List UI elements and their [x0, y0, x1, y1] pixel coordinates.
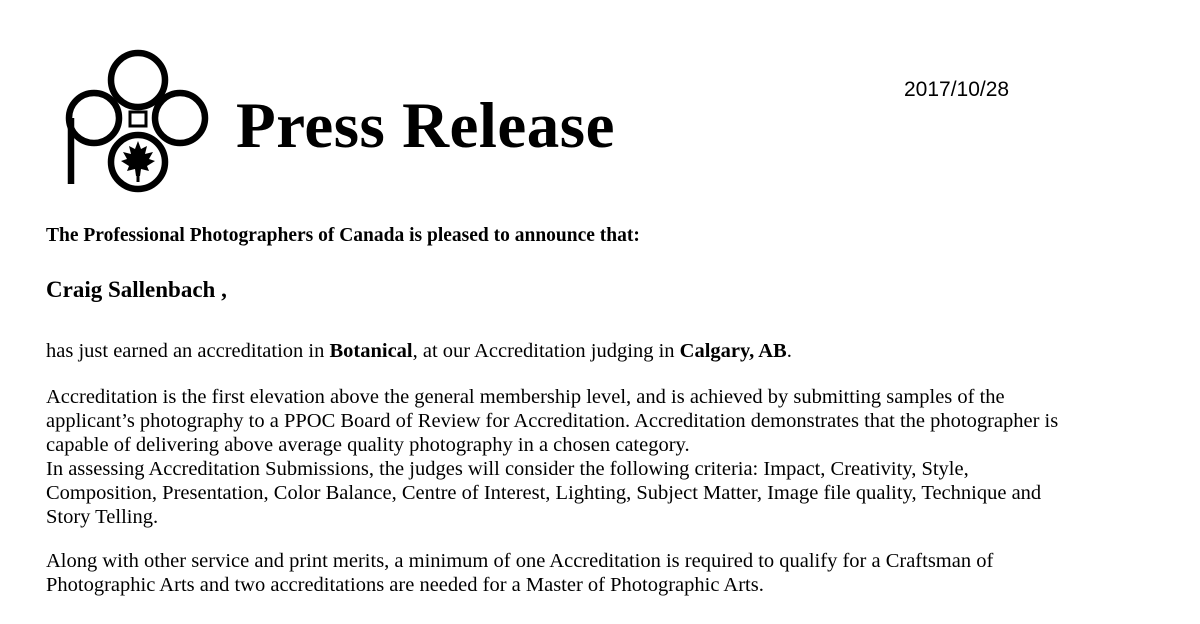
statement-prefix: has just earned an accreditation in — [46, 340, 330, 362]
paragraph-line: Composition, Presentation, Color Balance, Centre of Interest, Lighting, Subject Matter, Image file quality, Technique and — [46, 482, 1042, 504]
accreditation-category: Botanical — [329, 340, 413, 362]
announcement-heading: The Professional Photographers of Canada is pleased to announce that: — [46, 225, 640, 246]
page-title: Press Release — [236, 90, 615, 162]
ppoc-logo-icon — [62, 48, 214, 194]
accreditation-statement — [46, 339, 792, 363]
paragraph-line: applicant’s photography to a PPOC Board of Review for Accreditation. Accreditation demonstrates that the photographer is — [46, 410, 1059, 432]
paragraph-line: Photographic Arts and two accreditations are needed for a Master of Photographic Arts. — [46, 574, 764, 596]
paragraph-line: capable of delivering above average quality photography in a chosen category. — [46, 434, 690, 456]
statement-middle: , at our Accreditation judging in — [412, 340, 680, 362]
paragraph-line: Story Telling. — [46, 506, 159, 528]
paragraph-line: Accreditation is the first elevation above the general membership level, and is achieved by submitting samples of the — [46, 386, 1005, 408]
maple-leaf-icon — [121, 141, 155, 182]
paragraph-line: Along with other service and print merits, a minimum of one Accreditation is required to qualify for a Craftsman of — [46, 550, 994, 572]
judging-location: Calgary, AB — [679, 340, 787, 362]
release-date: 2017/10/28 — [904, 78, 1010, 101]
statement-suffix: . — [786, 340, 792, 362]
paragraph-line: In assessing Accreditation Submissions, the judges will consider the following criteria: Impact, Creativity, Style, — [46, 458, 969, 480]
recipient-name: Craig Sallenbach , — [46, 277, 227, 302]
merits-description — [46, 549, 993, 597]
accreditation-description — [46, 385, 1058, 529]
